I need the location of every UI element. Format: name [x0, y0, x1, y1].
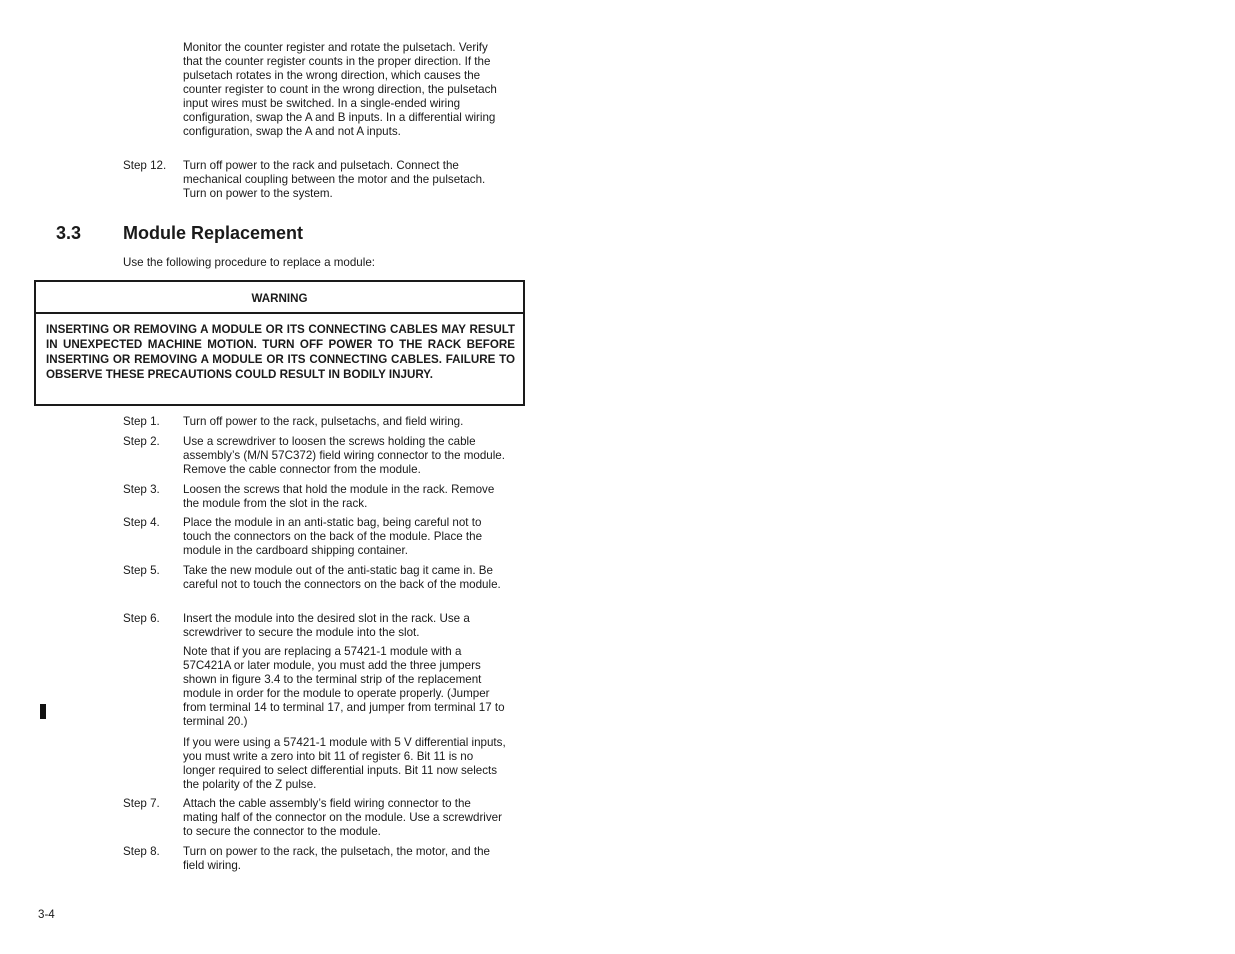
- step-1-text: Turn off power to the rack, pulsetachs, and field wiring.: [183, 415, 464, 428]
- step-12: [123, 159, 513, 201]
- section-title: Module Replacement: [123, 223, 304, 243]
- section-intro: Use the following procedure to replace a module:: [123, 256, 375, 269]
- step-3: [123, 483, 513, 511]
- step-2-text: Use a screwdriver to loosen the screws holding the cable assembly’s (M/N 57C372) field wiring connector to the module. Remove the cable connector from the module.: [183, 435, 505, 476]
- step-12-text: Turn off power to the rack and pulsetach. Connect the mechanical coupling between the motor and the pulsetach. Turn on power to the system.: [183, 159, 486, 200]
- step-7-label: Step 7.: [123, 797, 160, 810]
- step-7-text: Attach the cable assembly’s field wiring connector to the mating half of the connector on the module. Use a screwdriver to secure the connector to the module.: [183, 797, 502, 838]
- step-7: [123, 797, 513, 839]
- step-4-text: Place the module in an anti-static bag, being careful not to touch the connectors on the back of the module. Place the module in the cardboard shipping container.: [183, 516, 483, 557]
- step-8: [123, 845, 513, 873]
- step-5: [123, 564, 513, 592]
- step-6: [123, 612, 513, 640]
- page-number: 3-4: [38, 908, 55, 921]
- step-8-label: Step 8.: [123, 845, 160, 858]
- step-3-text: Loosen the screws that hold the module in the rack. Remove the module from the slot in the rack.: [183, 483, 495, 510]
- note-jumpers: Note that if you are replacing a 57421-1 module with a 57C421A or later module, you must add the three jumpers shown in figure 3.4 to the terminal strip of the replacement module in order for the module to operate properly. (Jumper from terminal 14 to terminal 17, and jumper from terminal 17 to terminal 20.): [183, 645, 505, 728]
- step-12-label: Step 12.: [123, 159, 167, 172]
- step-4-label: Step 4.: [123, 516, 160, 529]
- step-1: [123, 415, 513, 429]
- warning-box: [34, 280, 525, 406]
- step-8-text: Turn on power to the rack, the pulsetach, the motor, and the field wiring.: [183, 845, 490, 872]
- step-6-label: Step 6.: [123, 612, 160, 625]
- step-3-label: Step 3.: [123, 483, 160, 496]
- warning-title: WARNING: [36, 282, 523, 314]
- step-5-label: Step 5.: [123, 564, 160, 577]
- step-4: [123, 516, 513, 558]
- step-6-text: Insert the module into the desired slot in the rack. Use a screwdriver to secure the module into the slot.: [183, 612, 470, 639]
- warning-body: INSERTING OR REMOVING A MODULE OR ITS CONNECTING CABLES MAY RESULT IN UNEXPECTED MACHINE MOTION. TURN OFF POWER TO THE RACK BEFORE INSERTING OR REMOVING A MODULE OR ITS CONNECTING CABLES. FAILURE TO OBSERVE THESE PRECAUTIONS COULD RESULT IN BODILY INJURY.: [46, 323, 515, 381]
- section-number: 3.3: [56, 223, 82, 243]
- step-1-label: Step 1.: [123, 415, 160, 428]
- monitor-paragraph: Monitor the counter register and rotate the pulsetach. Verify that the counter register counts in the proper direction. If the pulsetach rotates in the wrong direction, which causes the counter register to count in the wrong direction, the pulsetach input wires must be switched. In a single-ended wiring configuration, swap the A and B inputs. In a differential wiring configuration, swap the A and not A inputs.: [183, 41, 497, 138]
- step-2: [123, 435, 513, 477]
- step-5-text: Take the new module out of the anti-static bag it came in. Be careful not to touch the connectors on the back of the module.: [183, 564, 501, 591]
- note-differential-inputs: If you were using a 57421-1 module with 5 V differential inputs, you must write a zero into bit 11 of register 6. Bit 11 is no longer required to select differential inputs. Bit 11 now selects the polarity of the Z pulse.: [183, 736, 506, 791]
- step-2-label: Step 2.: [123, 435, 160, 448]
- revision-change-bar: [40, 704, 46, 719]
